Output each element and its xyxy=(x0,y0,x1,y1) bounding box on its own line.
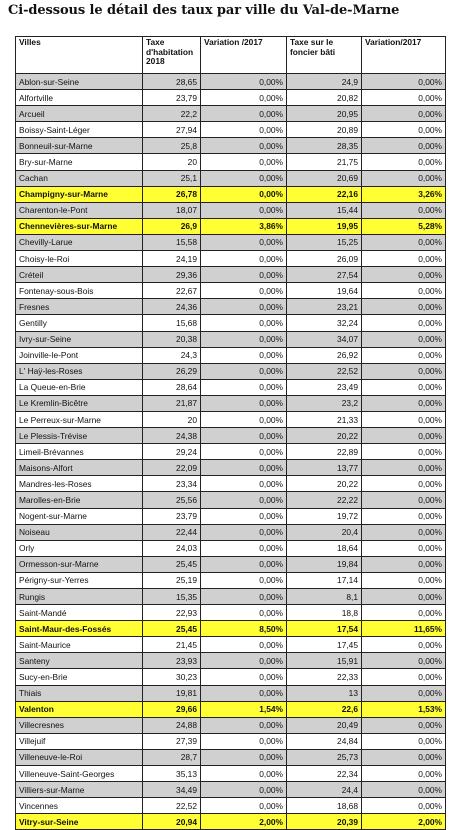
property-tax-cell: 20,82 xyxy=(287,90,362,106)
city-cell: Villiers-sur-Marne xyxy=(16,782,143,798)
housing-tax-variation-cell: 0,00% xyxy=(201,605,287,621)
housing-tax-variation-cell: 0,00% xyxy=(201,637,287,653)
property-tax-cell: 22,34 xyxy=(287,766,362,782)
table-row xyxy=(16,315,446,331)
housing-tax-cell: 29,66 xyxy=(143,701,201,717)
city-cell: Chevilly-Larue xyxy=(16,234,143,250)
city-cell: Charenton-le-Pont xyxy=(16,202,143,218)
city-cell: Valenton xyxy=(16,701,143,717)
housing-tax-variation-cell: 0,00% xyxy=(201,170,287,186)
housing-tax-cell: 25,1 xyxy=(143,170,201,186)
housing-tax-cell: 35,13 xyxy=(143,766,201,782)
property-tax-cell: 20,22 xyxy=(287,476,362,492)
property-tax-variation-cell: 0,00% xyxy=(362,428,446,444)
property-tax-cell: 19,84 xyxy=(287,556,362,572)
city-cell: Saint-Mandé xyxy=(16,605,143,621)
property-tax-variation-cell: 0,00% xyxy=(362,347,446,363)
property-tax-variation-cell: 0,00% xyxy=(362,782,446,798)
housing-tax-cell: 26,29 xyxy=(143,363,201,379)
housing-tax-variation-cell: 0,00% xyxy=(201,572,287,588)
property-tax-cell: 27,54 xyxy=(287,267,362,283)
housing-tax-cell: 15,35 xyxy=(143,589,201,605)
housing-tax-cell: 15,68 xyxy=(143,315,201,331)
property-tax-cell: 8,1 xyxy=(287,589,362,605)
property-tax-cell: 22,52 xyxy=(287,363,362,379)
property-tax-cell: 20,22 xyxy=(287,428,362,444)
city-cell: Villecresnes xyxy=(16,717,143,733)
housing-tax-cell: 23,34 xyxy=(143,476,201,492)
table-row xyxy=(16,395,446,411)
property-tax-variation-cell: 0,00% xyxy=(362,122,446,138)
table-row xyxy=(16,363,446,379)
housing-tax-cell: 15,58 xyxy=(143,234,201,250)
property-tax-variation-cell: 0,00% xyxy=(362,460,446,476)
city-cell: Villejuif xyxy=(16,733,143,749)
table-row xyxy=(16,766,446,782)
city-cell: Créteil xyxy=(16,267,143,283)
housing-tax-variation-cell: 2,00% xyxy=(201,814,287,830)
housing-tax-cell: 34,49 xyxy=(143,782,201,798)
housing-tax-variation-cell: 0,00% xyxy=(201,444,287,460)
housing-tax-cell: 23,79 xyxy=(143,90,201,106)
housing-tax-variation-cell: 0,00% xyxy=(201,508,287,524)
housing-tax-cell: 29,24 xyxy=(143,444,201,460)
city-cell: La Queue-en-Brie xyxy=(16,379,143,395)
housing-tax-variation-cell: 0,00% xyxy=(201,411,287,427)
property-tax-variation-cell: 0,00% xyxy=(362,267,446,283)
housing-tax-cell: 28,7 xyxy=(143,749,201,765)
city-cell: Alfortville xyxy=(16,90,143,106)
housing-tax-cell: 25,56 xyxy=(143,492,201,508)
property-tax-cell: 15,91 xyxy=(287,653,362,669)
housing-tax-variation-cell: 0,00% xyxy=(201,685,287,701)
housing-tax-variation-cell: 0,00% xyxy=(201,234,287,250)
city-cell: Arcueil xyxy=(16,106,143,122)
table-row xyxy=(16,154,446,170)
property-tax-variation-cell: 0,00% xyxy=(362,685,446,701)
housing-tax-variation-cell: 0,00% xyxy=(201,556,287,572)
property-tax-cell: 20,89 xyxy=(287,122,362,138)
table-row xyxy=(16,299,446,315)
property-tax-cell: 19,72 xyxy=(287,508,362,524)
property-tax-variation-cell: 0,00% xyxy=(362,572,446,588)
property-tax-variation-cell: 0,00% xyxy=(362,798,446,814)
property-tax-cell: 23,49 xyxy=(287,379,362,395)
housing-tax-cell: 24,03 xyxy=(143,540,201,556)
property-tax-cell: 22,33 xyxy=(287,669,362,685)
property-tax-cell: 21,75 xyxy=(287,154,362,170)
property-tax-cell: 20,95 xyxy=(287,106,362,122)
property-tax-variation-cell: 0,00% xyxy=(362,444,446,460)
property-tax-variation-cell: 0,00% xyxy=(362,283,446,299)
housing-tax-variation-cell: 0,00% xyxy=(201,669,287,685)
table-row xyxy=(16,733,446,749)
property-tax-cell: 34,07 xyxy=(287,331,362,347)
city-cell: Maisons-Alfort xyxy=(16,460,143,476)
housing-tax-cell: 24,19 xyxy=(143,251,201,267)
housing-tax-cell: 21,45 xyxy=(143,637,201,653)
property-tax-variation-cell: 0,00% xyxy=(362,170,446,186)
table-row xyxy=(16,508,446,524)
housing-tax-variation-cell: 0,00% xyxy=(201,782,287,798)
property-tax-cell: 17,54 xyxy=(287,621,362,637)
property-tax-variation-cell: 0,00% xyxy=(362,589,446,605)
housing-tax-variation-cell: 0,00% xyxy=(201,315,287,331)
table-row xyxy=(16,701,446,717)
housing-tax-variation-cell: 0,00% xyxy=(201,106,287,122)
table-row xyxy=(16,669,446,685)
housing-tax-cell: 24,88 xyxy=(143,717,201,733)
housing-tax-cell: 20 xyxy=(143,154,201,170)
property-tax-variation-cell: 0,00% xyxy=(362,202,446,218)
city-cell: Bonneuil-sur-Marne xyxy=(16,138,143,154)
housing-tax-cell: 20,38 xyxy=(143,331,201,347)
property-tax-variation-cell: 1,53% xyxy=(362,701,446,717)
housing-tax-cell: 27,94 xyxy=(143,122,201,138)
property-tax-variation-cell: 0,00% xyxy=(362,653,446,669)
table-row xyxy=(16,186,446,202)
property-tax-variation-cell: 0,00% xyxy=(362,524,446,540)
city-cell: Fontenay-sous-Bois xyxy=(16,283,143,299)
table-row xyxy=(16,106,446,122)
city-cell: Ormesson-sur-Marne xyxy=(16,556,143,572)
housing-tax-variation-cell: 0,00% xyxy=(201,749,287,765)
property-tax-variation-cell: 0,00% xyxy=(362,605,446,621)
property-tax-variation-cell: 0,00% xyxy=(362,749,446,765)
table-row xyxy=(16,347,446,363)
property-tax-cell: 32,24 xyxy=(287,315,362,331)
housing-tax-variation-cell: 8,50% xyxy=(201,621,287,637)
city-cell: Champigny-sur-Marne xyxy=(16,186,143,202)
city-cell: Joinville-le-Pont xyxy=(16,347,143,363)
property-tax-variation-cell: 0,00% xyxy=(362,379,446,395)
page-title: Ci-dessous le détail des taux par ville du Val-de-Marne xyxy=(8,3,400,18)
housing-tax-cell: 20,94 xyxy=(143,814,201,830)
housing-tax-variation-cell: 0,00% xyxy=(201,766,287,782)
table-row xyxy=(16,234,446,250)
table-row xyxy=(16,782,446,798)
property-tax-variation-cell: 0,00% xyxy=(362,90,446,106)
city-cell: Nogent-sur-Marne xyxy=(16,508,143,524)
property-tax-variation-cell: 0,00% xyxy=(362,492,446,508)
housing-tax-variation-cell: 0,00% xyxy=(201,460,287,476)
housing-tax-cell: 26,9 xyxy=(143,218,201,234)
property-tax-cell: 15,44 xyxy=(287,202,362,218)
housing-tax-cell: 24,38 xyxy=(143,428,201,444)
property-tax-cell: 18,64 xyxy=(287,540,362,556)
property-tax-cell: 20,49 xyxy=(287,717,362,733)
housing-tax-variation-cell: 0,00% xyxy=(201,798,287,814)
table-row xyxy=(16,428,446,444)
table-row xyxy=(16,637,446,653)
property-tax-cell: 28,35 xyxy=(287,138,362,154)
housing-tax-variation-cell: 0,00% xyxy=(201,90,287,106)
city-cell: Thiais xyxy=(16,685,143,701)
table-row xyxy=(16,685,446,701)
housing-tax-variation-cell: 0,00% xyxy=(201,251,287,267)
city-cell: Marolles-en-Brie xyxy=(16,492,143,508)
table-row xyxy=(16,379,446,395)
city-cell: Villeneuve-le-Roi xyxy=(16,749,143,765)
property-tax-cell: 23,21 xyxy=(287,299,362,315)
table-row xyxy=(16,653,446,669)
city-cell: Vitry-sur-Seine xyxy=(16,814,143,830)
property-tax-variation-cell: 0,00% xyxy=(362,766,446,782)
city-cell: Cachan xyxy=(16,170,143,186)
housing-tax-cell: 28,65 xyxy=(143,74,201,90)
property-tax-cell: 22,22 xyxy=(287,492,362,508)
table-row xyxy=(16,251,446,267)
property-tax-variation-cell: 0,00% xyxy=(362,508,446,524)
table-row xyxy=(16,138,446,154)
property-tax-cell: 24,84 xyxy=(287,733,362,749)
housing-tax-variation-cell: 0,00% xyxy=(201,154,287,170)
city-cell: Rungis xyxy=(16,589,143,605)
housing-tax-cell: 30,23 xyxy=(143,669,201,685)
city-cell: Gentilly xyxy=(16,315,143,331)
housing-tax-cell: 21,87 xyxy=(143,395,201,411)
property-tax-variation-cell: 11,65% xyxy=(362,621,446,637)
table-row xyxy=(16,605,446,621)
column-header-property-tax: Taxe sur le foncier bâti xyxy=(287,37,362,74)
city-cell: Périgny-sur-Yerres xyxy=(16,572,143,588)
property-tax-cell: 15,25 xyxy=(287,234,362,250)
table-row xyxy=(16,218,446,234)
table-row xyxy=(16,202,446,218)
property-tax-variation-cell: 0,00% xyxy=(362,637,446,653)
property-tax-variation-cell: 5,28% xyxy=(362,218,446,234)
housing-tax-variation-cell: 0,00% xyxy=(201,122,287,138)
housing-tax-cell: 18,07 xyxy=(143,202,201,218)
city-cell: Vincennes xyxy=(16,798,143,814)
table-row xyxy=(16,122,446,138)
housing-tax-variation-cell: 0,00% xyxy=(201,717,287,733)
city-cell: Mandres-les-Roses xyxy=(16,476,143,492)
city-cell: Villeneuve-Saint-Georges xyxy=(16,766,143,782)
city-cell: Choisy-le-Roi xyxy=(16,251,143,267)
property-tax-variation-cell: 0,00% xyxy=(362,331,446,347)
property-tax-cell: 17,45 xyxy=(287,637,362,653)
property-tax-cell: 25,73 xyxy=(287,749,362,765)
city-cell: Bry-sur-Marne xyxy=(16,154,143,170)
table-row xyxy=(16,621,446,637)
property-tax-cell: 22,89 xyxy=(287,444,362,460)
property-tax-cell: 18,68 xyxy=(287,798,362,814)
housing-tax-cell: 22,93 xyxy=(143,605,201,621)
column-header-housing-tax-variation: Variation /2017 xyxy=(201,37,287,74)
city-cell: Fresnes xyxy=(16,299,143,315)
city-cell: Le Plessis-Trévise xyxy=(16,428,143,444)
column-header-property-tax-variation: Variation/2017 xyxy=(362,37,446,74)
table-row xyxy=(16,524,446,540)
table-row xyxy=(16,444,446,460)
property-tax-variation-cell: 0,00% xyxy=(362,154,446,170)
housing-tax-cell: 28,64 xyxy=(143,379,201,395)
city-cell: Orly xyxy=(16,540,143,556)
city-cell: Saint-Maur-des-Fossés xyxy=(16,621,143,637)
city-cell: Noiseau xyxy=(16,524,143,540)
table-row xyxy=(16,749,446,765)
property-tax-variation-cell: 0,00% xyxy=(362,315,446,331)
city-cell: Chennevières-sur-Marne xyxy=(16,218,143,234)
property-tax-variation-cell: 0,00% xyxy=(362,106,446,122)
housing-tax-cell: 27,39 xyxy=(143,733,201,749)
table-row xyxy=(16,814,446,830)
table-row xyxy=(16,283,446,299)
property-tax-cell: 13,77 xyxy=(287,460,362,476)
table-row xyxy=(16,556,446,572)
housing-tax-variation-cell: 0,00% xyxy=(201,347,287,363)
property-tax-cell: 22,16 xyxy=(287,186,362,202)
table-body xyxy=(16,74,446,830)
table-row xyxy=(16,476,446,492)
city-cell: Boissy-Saint-Léger xyxy=(16,122,143,138)
table-row xyxy=(16,74,446,90)
housing-tax-variation-cell: 1,54% xyxy=(201,701,287,717)
table-row xyxy=(16,411,446,427)
property-tax-variation-cell: 0,00% xyxy=(362,138,446,154)
table-row xyxy=(16,492,446,508)
housing-tax-cell: 29,36 xyxy=(143,267,201,283)
housing-tax-variation-cell: 0,00% xyxy=(201,524,287,540)
housing-tax-cell: 25,45 xyxy=(143,556,201,572)
column-header-housing-tax: Taxe d'habitation 2018 xyxy=(143,37,201,74)
property-tax-cell: 20,39 xyxy=(287,814,362,830)
housing-tax-cell: 24,3 xyxy=(143,347,201,363)
housing-tax-cell: 23,79 xyxy=(143,508,201,524)
housing-tax-variation-cell: 0,00% xyxy=(201,186,287,202)
table-row xyxy=(16,331,446,347)
table-row xyxy=(16,460,446,476)
city-cell: Limeil-Brévannes xyxy=(16,444,143,460)
property-tax-cell: 21,33 xyxy=(287,411,362,427)
city-cell: Ivry-sur-Seine xyxy=(16,331,143,347)
property-tax-variation-cell: 0,00% xyxy=(362,363,446,379)
housing-tax-variation-cell: 3,86% xyxy=(201,218,287,234)
housing-tax-variation-cell: 0,00% xyxy=(201,653,287,669)
property-tax-variation-cell: 0,00% xyxy=(362,733,446,749)
housing-tax-variation-cell: 0,00% xyxy=(201,476,287,492)
property-tax-variation-cell: 0,00% xyxy=(362,411,446,427)
housing-tax-cell: 25,19 xyxy=(143,572,201,588)
housing-tax-variation-cell: 0,00% xyxy=(201,138,287,154)
housing-tax-variation-cell: 0,00% xyxy=(201,395,287,411)
housing-tax-cell: 19,81 xyxy=(143,685,201,701)
property-tax-cell: 26,09 xyxy=(287,251,362,267)
property-tax-cell: 23,2 xyxy=(287,395,362,411)
housing-tax-variation-cell: 0,00% xyxy=(201,299,287,315)
table-row xyxy=(16,717,446,733)
housing-tax-variation-cell: 0,00% xyxy=(201,331,287,347)
property-tax-cell: 19,64 xyxy=(287,283,362,299)
housing-tax-cell: 22,09 xyxy=(143,460,201,476)
property-tax-cell: 20,69 xyxy=(287,170,362,186)
housing-tax-variation-cell: 0,00% xyxy=(201,379,287,395)
housing-tax-variation-cell: 0,00% xyxy=(201,733,287,749)
city-cell: Saint-Maurice xyxy=(16,637,143,653)
housing-tax-variation-cell: 0,00% xyxy=(201,283,287,299)
table-row xyxy=(16,798,446,814)
property-tax-cell: 20,4 xyxy=(287,524,362,540)
city-cell: Le Kremlin-Bicêtre xyxy=(16,395,143,411)
housing-tax-cell: 26,78 xyxy=(143,186,201,202)
city-cell: Le Perreux-sur-Marne xyxy=(16,411,143,427)
table-row xyxy=(16,572,446,588)
property-tax-cell: 17,14 xyxy=(287,572,362,588)
property-tax-variation-cell: 0,00% xyxy=(362,717,446,733)
housing-tax-cell: 22,2 xyxy=(143,106,201,122)
city-cell: L' Haÿ-les-Roses xyxy=(16,363,143,379)
table-row xyxy=(16,540,446,556)
property-tax-variation-cell: 2,00% xyxy=(362,814,446,830)
property-tax-variation-cell: 0,00% xyxy=(362,234,446,250)
property-tax-variation-cell: 0,00% xyxy=(362,476,446,492)
property-tax-cell: 19,95 xyxy=(287,218,362,234)
housing-tax-variation-cell: 0,00% xyxy=(201,589,287,605)
property-tax-variation-cell: 0,00% xyxy=(362,251,446,267)
property-tax-cell: 24,4 xyxy=(287,782,362,798)
property-tax-variation-cell: 0,00% xyxy=(362,556,446,572)
property-tax-variation-cell: 0,00% xyxy=(362,669,446,685)
property-tax-variation-cell: 3,26% xyxy=(362,186,446,202)
property-tax-variation-cell: 0,00% xyxy=(362,395,446,411)
tax-rates-table xyxy=(15,36,446,830)
housing-tax-cell: 23,93 xyxy=(143,653,201,669)
housing-tax-variation-cell: 0,00% xyxy=(201,540,287,556)
housing-tax-variation-cell: 0,00% xyxy=(201,363,287,379)
city-cell: Santeny xyxy=(16,653,143,669)
housing-tax-cell: 20 xyxy=(143,411,201,427)
column-header-city: Villes xyxy=(16,37,143,74)
property-tax-cell: 24,9 xyxy=(287,74,362,90)
property-tax-cell: 22,6 xyxy=(287,701,362,717)
table-header-row xyxy=(16,37,446,74)
housing-tax-variation-cell: 0,00% xyxy=(201,492,287,508)
table-row xyxy=(16,90,446,106)
housing-tax-cell: 22,52 xyxy=(143,798,201,814)
housing-tax-variation-cell: 0,00% xyxy=(201,74,287,90)
housing-tax-variation-cell: 0,00% xyxy=(201,428,287,444)
housing-tax-cell: 22,44 xyxy=(143,524,201,540)
housing-tax-cell: 22,67 xyxy=(143,283,201,299)
property-tax-variation-cell: 0,00% xyxy=(362,540,446,556)
city-cell: Ablon-sur-Seine xyxy=(16,74,143,90)
housing-tax-variation-cell: 0,00% xyxy=(201,267,287,283)
housing-tax-variation-cell: 0,00% xyxy=(201,202,287,218)
table-row xyxy=(16,267,446,283)
housing-tax-cell: 24,36 xyxy=(143,299,201,315)
housing-tax-cell: 25,8 xyxy=(143,138,201,154)
housing-tax-cell: 25,45 xyxy=(143,621,201,637)
property-tax-variation-cell: 0,00% xyxy=(362,74,446,90)
property-tax-variation-cell: 0,00% xyxy=(362,299,446,315)
property-tax-cell: 26,92 xyxy=(287,347,362,363)
property-tax-cell: 13 xyxy=(287,685,362,701)
city-cell: Sucy-en-Brie xyxy=(16,669,143,685)
table-row xyxy=(16,589,446,605)
property-tax-cell: 18,8 xyxy=(287,605,362,621)
table-row xyxy=(16,170,446,186)
